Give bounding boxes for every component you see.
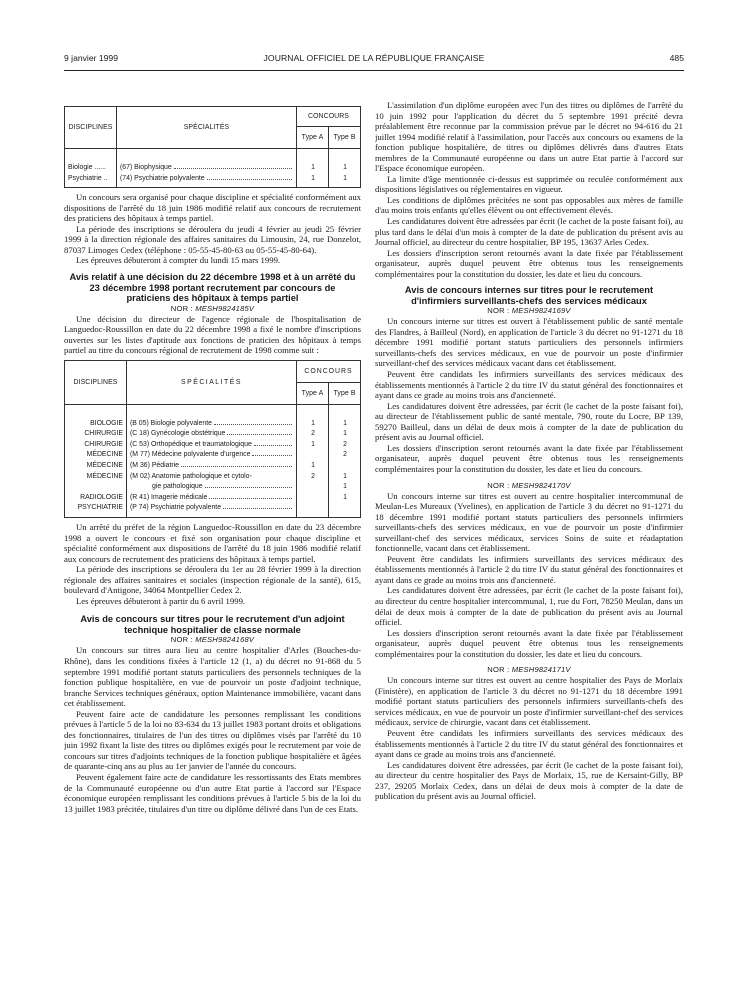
notice-title: Avis de concours sur titres pour le recrutement d'un adjoint technique hospitalier de classe normale bbox=[80, 614, 345, 635]
page-header bbox=[64, 53, 684, 67]
paragraph: Un concours sera organisé pour chaque discipline et spécialité conformément aux dispositions de l'arrêté du 18 juin 1986 modifié relatif aux concours de recrutement des praticiens des hôpitaux à temps partiel. bbox=[64, 192, 361, 224]
paragraph: La période des inscriptions se déroulera du jeudi 4 février au jeudi 25 février 1999 à la direction régionale des affaires sanitaires du Limousin, 24, rue Donzelot, 87037 Limoges Cedex (téléphone : 05-55-45-80-63 ou 05-55-45-80-64). bbox=[64, 223, 361, 255]
table-type-b-cell: 1 1 2 2 1 1 1 bbox=[329, 404, 361, 517]
paragraph: Un arrêté du préfet de la région Languedoc-Roussillon en date du 23 décembre 1998 a ouvert le concours et fixé son organisation pour chaque discipline et spécialité conformément aux dispositions de l'arrêté du 18 juin 1986 modifié relatif aux concours de recrutement des praticiens des hôpitaux à temps partiel. bbox=[64, 522, 361, 564]
issue-date: 9 janvier 1999 bbox=[64, 53, 118, 63]
journal-title: JOURNAL OFFICIEL DE LA RÉPUBLIQUE FRANÇAISE bbox=[263, 53, 485, 63]
col-concours: CONCOURS bbox=[297, 107, 361, 127]
table-row: Biologie ...... bbox=[68, 164, 106, 171]
table-specialites-cell bbox=[127, 404, 297, 517]
nor-reference: NOR : MESH9824185V bbox=[170, 303, 255, 313]
page-number: 485 bbox=[669, 53, 684, 63]
nor-reference: NOR : MESH9824169V bbox=[487, 306, 571, 316]
paragraph: Les candidatures doivent être adressées, par écrit (le cachet de la poste faisant foi), au directeur de l'établissement public de santé mentale, 790, route du Locre, BP 139, 59270 Bailleul, dans un délai de deux mois à compter de la date de publication du présent avis au Journal officiel. bbox=[375, 400, 683, 443]
table-disciplines-cell: BIOLOGIE CHIRURGIE CHIRURGIE MÉDECINE MÉDECINE MÉDECINE RADIOLOGIE PSYCHIATRIE bbox=[65, 404, 127, 517]
paragraph: Peuvent être candidats les infirmiers surveillants des services médicaux des établissements mentionnés à l'article 2 du titre IV du statut général des fonctionnaires et ayant dans ce grade au moins trois ans d'ancienneté. bbox=[375, 369, 683, 401]
paragraph: Les dossiers d'inscription seront retournés avant la date fixée par l'établissement organisateur, auprès duquel peuvent être obtenus tous les renseignements complémentaires pour la constitution du dossier, les date et lieu du concours. bbox=[375, 627, 683, 659]
nor-reference: NOR : MESH9824168V bbox=[170, 635, 255, 645]
table-specialites-cell bbox=[117, 149, 297, 188]
paragraph: L'assimilation d'un diplôme européen avec l'un des titres ou diplômes de l'arrêté du 10 juin 1992 pour l'application du décret du 5 septembre 1991 précité devra préalablement être reconnue par la commission prévue par le décret no 94-616 du 21 juillet 1994 modifié relatif à l'assimilation, pour l'accès aux concours ou examens de la fonction publique hospitalière, de titres ou diplômes délivrés dans d'autres Etats membres de la Communauté européenne ou dans un autre Etat partie à l'accord sur l'Espace économique européen. bbox=[375, 100, 683, 174]
col-specialites: SPÉCIALITÉS bbox=[127, 360, 297, 404]
table-row: (C 18) Gynécologie obstétrique bbox=[130, 429, 294, 440]
paragraph: Un concours interne sur titres est ouvert à l'établissement public de santé mentale des Flandres, à Bailleul (Nord), en application de l'article 3 du décret no 91-1271 du 18 décembre 1991 modifié portant statuts particuliers des personnels infirmiers surveillants-chefs des services médicaux, en vue de pourvoir un poste d'infirmier surveillant-chef des services médicaux vacant dans cet établissement. bbox=[375, 316, 683, 369]
table-type-b-cell: 1 1 bbox=[329, 149, 361, 188]
nor-reference: NOR : MESH9824171V bbox=[487, 665, 571, 675]
col-type-a: Type A bbox=[297, 127, 329, 149]
paragraph: Les épreuves débuteront à compter du lundi 15 mars 1999. bbox=[76, 255, 281, 266]
col-concours: CONCOURS bbox=[297, 360, 361, 382]
paragraph: Les épreuves débuteront à partir du 6 avril 1999. bbox=[76, 595, 246, 606]
table-row: (M 02) Anatomie pathologique et cytolo- gie pathologique bbox=[130, 472, 294, 493]
paragraph: Un concours interne sur titres est ouvert au centre hospitalier des Pays de Morlaix (Finistère), en application de l'article 3 du décret no 91-1271 du 18 décembre 1991 modifié portant statuts particuliers des personnels infirmiers surveillants-chefs des services médicaux, en vue de pourvoir un poste d'infirmier surveillant-chef des services médicaux, service de chirurgie, vacant dans cet établissement. bbox=[375, 675, 683, 728]
col-specialites: SPÉCIALITÉS bbox=[117, 107, 297, 149]
paragraph: Une décision du directeur de l'agence régionale de l'hospitalisation de Languedoc-Roussillon en date du 22 décembre 1998 a fixé le nombre d'inscriptions ouvertes sur les listes d'aptitude aux fonctions de praticien des hôpitaux à temps partiel au titre du concours régional de recrutement de 1998 comme suit : bbox=[64, 313, 361, 356]
left-column bbox=[64, 100, 361, 980]
col-disciplines: DISCIPLINES bbox=[65, 107, 117, 149]
paragraph: Les conditions de diplômes précitées ne sont pas opposables aux mères de famille d'au moins trois enfants qu'elles élèvent ou ont effectivement élevés. bbox=[375, 194, 683, 216]
table-row: (M 77) Médecine polyvalente d'urgence bbox=[130, 450, 294, 461]
col-type-b: Type B bbox=[329, 382, 361, 404]
paragraph: Peuvent faire acte de candidature les personnes remplissant les conditions prévues à l'article 5 de la loi no 83-634 du 13 juillet 1983 portant droits et obligations des fonctionnaires, titulaires de l'un des titres ou diplômes visés par l'arrêté du 10 juin 1992 fixant la liste des titres ou diplômes exigés pour le recrutement par voie de concours sur titres d'adjoints techniques de la fonction publique hospitalière et âgées de quarante-cinq ans au plus au 1er janvier de l'année du concours. bbox=[64, 708, 361, 772]
paragraph: Les dossiers d'inscription seront retournés avant la date fixée par l'établissement organisateur, auprès duquel peuvent être obtenus tous les renseignements complémentaires pour la constitution du dossier, les date et lieu du concours. bbox=[375, 247, 683, 279]
col-disciplines: DISCIPLINES bbox=[65, 360, 127, 404]
paragraph: Peuvent être candidats les infirmiers surveillants des services médicaux des établissements mentionnés à l'article 2 du titre IV du statut général des fonctionnaires et ayant dans ce grade au moins trois ans d'ancienneté. bbox=[375, 553, 683, 585]
table-limousin bbox=[64, 106, 361, 188]
paragraph: Les candidatures doivent être adressées, par écrit (le cachet de la poste faisant foi), au directeur du centre hospitalier des Pays de Morlaix, 15, rue de Kersaint-Gilly, BP 237, 29205 Morlaix Cedex, dans un délai de deux mois à compter de la date de publication du présent avis au Journal officiel. bbox=[375, 759, 683, 802]
paragraph: Peuvent également faire acte de candidature les ressortissants des Etats membres de la Communauté européenne ou d'un autre Etat partie à l'accord sur l'Espace économique européen remplissant les conditions prévues à l'article 5 bis de la loi du 13 juillet 1983 précitée, titulaires d'un titre ou diplôme délivré dans l'un de ces Etats. bbox=[64, 771, 361, 814]
table-type-a-cell: 1 1 bbox=[297, 149, 329, 188]
nor-reference: NOR : MESH9824170V bbox=[487, 480, 571, 490]
table-row: Psychiatrie .. bbox=[68, 174, 108, 182]
col-type-a: Type A bbox=[297, 382, 329, 404]
paragraph: La limite d'âge mentionnée ci-dessus est supprimée ou reculée conformément aux dispositions législatives ou réglementaires en vigueur. bbox=[375, 173, 683, 195]
paragraph: Les candidatures doivent être adressées par écrit (le cachet de la poste faisant foi), au plus tard dans le délai d'un mois à compter de la date de publication du présent avis au Journal officiel, au directeur du centre hospitalier, BP 195, 13637 Arles Cedex. bbox=[375, 216, 683, 248]
table-row: (67) Biophysique bbox=[120, 163, 294, 174]
paragraph: Un concours sur titres aura lieu au centre hospitalier d'Arles (Bouches-du-Rhône), dans les conditions fixées à l'article 12 (1, a) du décret no 91-868 du 5 septembre 1991 modifié portant statuts particuliers des personnels techniques de la fonction publique hospitalière, en vue de pourvoir un poste d'adjoint technique, branche Services techniques généraux, option Maintenance immobilière, vacant dans cet établissement. bbox=[64, 645, 361, 709]
paragraph: La période des inscriptions se déroulera du 1er au 28 février 1999 à la direction régionale des affaires sanitaires et sociales (inspection régionale de la santé), 615, boulevard d'Antigone, 34064 Montpellier Cedex 2. bbox=[64, 564, 361, 596]
paragraph: Peuvent être candidats les infirmiers surveillants des services médicaux des établissements mentionnés à l'article 2 du titre IV du statut général des fonctionnaires et ayant dans ce grade au moins trois ans d'ancienneté. bbox=[375, 727, 683, 760]
table-row: (R 41) Imagerie médicale bbox=[130, 493, 294, 504]
table-languedoc bbox=[64, 360, 361, 518]
table-disciplines-cell bbox=[65, 149, 117, 188]
table-row: (C 53) Orthopédique et traumatologique bbox=[130, 440, 294, 451]
table-type-a-cell: 1 2 1 1 2 bbox=[297, 404, 329, 517]
header-rule bbox=[64, 70, 684, 71]
table-row: (M 36) Pédiatrie bbox=[130, 461, 294, 472]
table-row: (74) Psychiatrie polyvalente bbox=[120, 174, 294, 185]
notice-title: Avis de concours internes sur titres pour le recrutement d'infirmiers surveillants-chefs des services médicaux bbox=[404, 285, 654, 306]
table-row: (P 74) Psychiatrie polyvalente bbox=[130, 503, 294, 514]
notice-title: Avis relatif à une décision du 22 décembre 1998 et à un arrêté du 23 décembre 1998 portant recrutement par concours de praticiens des hôpitaux à temps partiel bbox=[69, 272, 356, 304]
col-type-b: Type B bbox=[329, 127, 361, 149]
paragraph: Un concours interne sur titres est ouvert au centre hospitalier intercommunal de Meulan-Les Mureaux (Yvelines), en application de l'article 3 du décret no 91-1271 du 18 décembre 1991 modifié portant statuts particuliers des personnels infirmiers surveillants-chefs des services médicaux, en vue de pourvoir un poste d'infirmier surveillant-chef des services médicaux, services Soins de suite et réadaptation fonctionnelle, vacant dans cet établissement. bbox=[375, 490, 683, 554]
table-row: (B 05) Biologie polyvalente bbox=[130, 419, 294, 430]
right-column bbox=[375, 100, 683, 980]
paragraph: Les candidatures doivent être adressées, par écrit (le cachet de la poste faisant foi), au directeur du centre hospitalier intercommunal, 1, rue du Fort, 78250 Meulan, dans un délai de deux mois à compter de la date de publication du présent avis au Journal officiel. bbox=[375, 585, 683, 628]
paragraph: Les dossiers d'inscription seront retournés avant la date fixée par l'établissement organisateur, auprès duquel peuvent être obtenus tous les renseignements complémentaires pour la constitution du dossier, les date et lieu du concours. bbox=[375, 442, 683, 474]
